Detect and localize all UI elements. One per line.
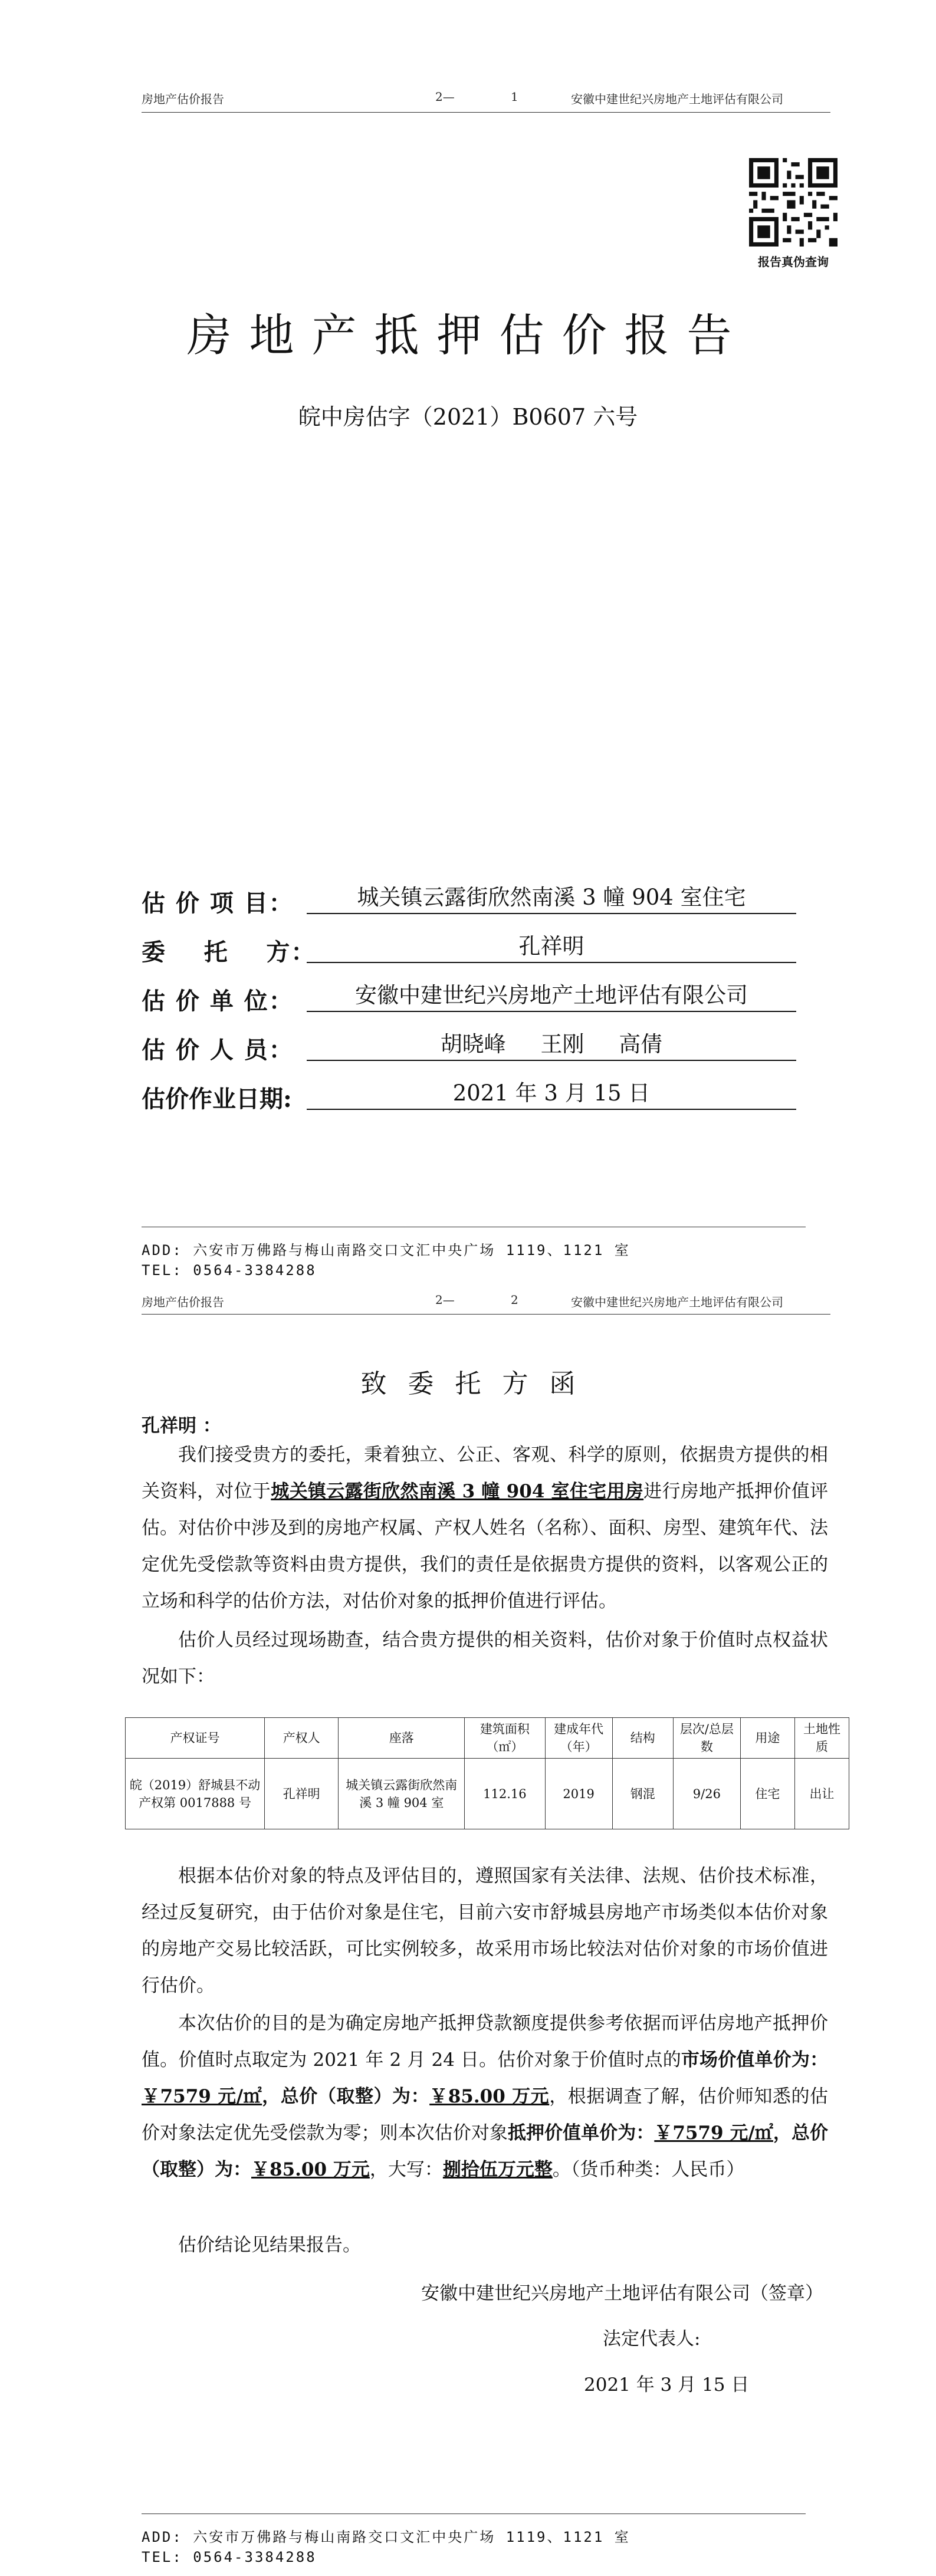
letter-title: 致委托方函 [360,1369,597,1399]
cell-location: 城关镇云露街欣然南溪 3 幢 904 室 [339,1759,465,1829]
letter-addressee: 孔祥明 ： [142,1415,221,1437]
property-table [125,1717,849,1829]
col-header-land: 土地性质 [794,1718,849,1759]
p4-mortgage-label: 抵押价值单价为： [507,2122,655,2144]
page1-header-right: 安徽中建世纪兴房地产土地评估有限公司 [571,92,783,106]
p4-mortgage-total-label: ，总价（取整）为： [142,2122,829,2180]
col-header-structure: 结构 [612,1718,673,1759]
field-label-client: 委 托 方： [142,938,316,966]
page2-header-rule [142,1314,830,1315]
p4-amount-words: 捌拾伍万元整 [442,2159,553,2180]
signature-company: 安徽中建世纪兴房地产土地评估有限公司（签章） [421,2283,823,2304]
page1-footer-tel: TEL: 0564-3384288 [142,1262,317,1279]
cell-land: 出让 [794,1759,849,1829]
table-row [126,1759,849,1829]
field-label-date: 估价作业日期: [142,1085,292,1113]
page2-footer-tel: TEL: 0564-3384288 [142,2549,317,2565]
p4-text-g: ；则本次估价对象 [361,2122,508,2144]
paragraph-method: 根据本估价对象的特点及评估目的，遵照国家有关法律、法规、估价技术标准，经过反复研究，由于估价对象是住宅，目前六安市舒城县房地产市场类似本估价对象的房地产交易比较活跃，可比实例较多，故采用市场比较法对估价对象的市场价值进行估价。 [142,1865,828,1996]
paragraph-entrustment [142,1437,828,1619]
page1-header-rule [142,112,830,113]
col-header-use: 用途 [740,1718,794,1759]
page1-header-left: 房地产估价报告 [142,92,224,106]
cell-area: 112.16 [465,1759,545,1829]
col-header-location: 座落 [339,1718,465,1759]
col-header-owner: 产权人 [265,1718,339,1759]
property-table-header-row [126,1718,849,1759]
p4-market-label: 市场价值单价为： [681,2049,829,2071]
report-reference-number: 皖中房估字（2021）B0607 六号 [298,404,638,430]
p4-market-unit-price: ￥7579 元/㎡ [142,2086,262,2107]
page2-header-page: 2 [511,1293,518,1307]
p4-total-label: ，总价（取整）为： [262,2086,430,2107]
cell-floor: 9/26 [673,1759,740,1829]
paragraph-valuation [142,2005,828,2188]
p4-market-total: ￥85.00 万元 [429,2086,550,2107]
signature-date: 2021 年 3 月 15 日 [584,2374,750,2396]
page2-header-right: 安徽中建世纪兴房地产土地评估有限公司 [571,1295,783,1309]
p1-text-c: 进行房地产抵押价值评估。对估价中涉及到的房地产权属、产权人姓名（名称）、面积、房型、建筑年代、法定优先受偿款等资料由贵方提供，我们的责任是依据贵方提供的资料，以客观公正的立场和科学的估价方法，对估价对象的抵押价值进行评估。 [142,1481,829,1612]
page1-footer-address: ADD: 六安市万佛路与梅山南路交口文汇中央广场 1119、1121 室 [142,1242,630,1259]
field-value-project: 城关镇云露街欣然南溪 3 幢 904 室住宅 [307,882,796,914]
field-label-project: 估 价 项 目： [142,889,294,917]
cell-structure: 钢混 [612,1759,673,1829]
page2-header-mid: 2— [435,1293,455,1307]
col-header-year: 建成年代（年） [545,1718,612,1759]
col-header-area: 建筑面积（㎡） [465,1718,545,1759]
field-value-client: 孔祥明 [307,931,796,963]
cell-owner: 孔祥明 [265,1759,339,1829]
qr-label: 报告真伪查询 [758,255,829,269]
cell-use: 住宅 [740,1759,794,1829]
p4-text-f: ，根据调查了解，估价师知悉的估价对象法定优先受偿款为零 [142,2086,829,2144]
paragraph-conclusion: 估价结论见结果报告。 [178,2235,361,2256]
p4-text-n: 。（货币种类：人民币） [552,2159,745,2180]
p1-property: 城关镇云露街欣然南溪 3 幢 904 室住宅用房 [271,1481,644,1502]
field-value-date: 2021 年 3 月 15 日 [307,1078,796,1110]
p1-text-a: 我们接受贵方的委托，秉着独立、公正、客观、科学的原则，依据贵方提供的相关资料，对位于 [142,1444,828,1502]
field-value-appraisers: 胡晓峰 王刚 高倩 [307,1029,796,1061]
cell-cert: 皖（2019）舒城县不动产权第 0017888 号 [126,1759,265,1829]
field-value-unit: 安徽中建世纪兴房地产土地评估有限公司 [307,980,796,1012]
page2-header-left: 房地产估价报告 [142,1295,224,1309]
page1-header-page: 1 [511,90,518,104]
qr-code-icon [749,158,838,247]
p4-text-a: 本次估价的目的是为确定房地产抵押贷款额度提供参考依据而评估房地产抵押价值。价值时点取定为 2021 年 2 月 24 日。估价对象于价值时点的 [142,2013,828,2071]
signature-legal-rep: 法定代表人: [603,2328,701,2350]
p4-text-l: ，大写： [369,2159,443,2180]
field-label-appraisers: 估 价 人 员： [142,1036,294,1064]
field-label-unit: 估 价 单 位： [142,987,294,1015]
page2-footer-address: ADD: 六安市万佛路与梅山南路交口文汇中央广场 1119、1121 室 [142,2529,630,2545]
cell-year: 2019 [545,1759,612,1829]
page1-header-mid: 2— [435,90,455,104]
p4-mortgage-total: ￥85.00 万元 [251,2159,370,2180]
p4-mortgage-unit-price: ￥7579 元/㎡ [654,2122,773,2144]
page2-footer-rule [142,2513,806,2514]
col-header-floor: 层次/总层数 [673,1718,740,1759]
paragraph-survey: 估价人员经过现场勘查，结合贵方提供的相关资料，估价对象于价值时点权益状况如下： [142,1629,828,1687]
report-title: 房地产抵押估价报告 [186,309,750,362]
col-header-cert: 产权证号 [126,1718,265,1759]
